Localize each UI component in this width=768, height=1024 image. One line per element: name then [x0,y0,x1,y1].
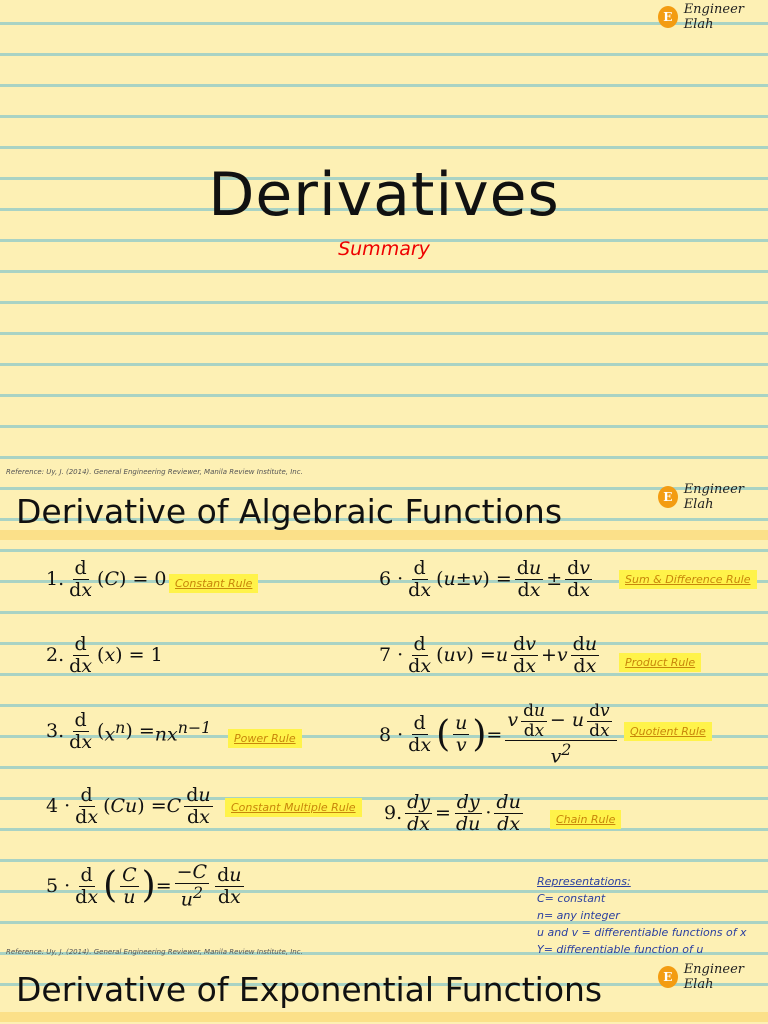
formula-4: 4 · $\frac{d}{dx}$ ( Cu ) = C $\frac{du}{dx}$ [46,784,211,828]
rule-tag-constant: Constant Rule [169,574,258,593]
formula-9: 9. $\frac{dy}{dx}$ = $\frac{dy}{du}$ · $\frac{du}{dx}$ [384,791,521,835]
brand-logo-section2 [658,962,768,992]
brand-name: Engineer Elah [683,2,745,32]
representations-heading: Representations: [537,875,631,888]
formula-3: 3. $\frac{d}{dx}$ ( $x^n$ ) = $nx^{n-1}$ [46,709,212,753]
formula-7: 7 · $\frac{d}{dx}$ ( uv ) = u $\frac{dv}{dx}$ + v $\frac{du}{dx}$ [379,633,598,677]
brand-avatar-icon: E [658,6,678,28]
representation-line: C= constant [537,892,606,905]
representations-note [537,873,747,958]
rule-tag-constant-multiple: Constant Multiple Rule [225,798,362,817]
rule-tag-quotient: Quotient Rule [624,722,712,741]
representation-line: Y= differentiable function of u [537,943,704,956]
page-title: Derivatives [208,160,560,230]
formula-1: 1. $\frac{d}{dx}$ ( C ) = 0 [46,557,167,601]
section-title-exponential: Derivative of Exponential Functions [16,970,603,1009]
formula-8: 8 · $\frac{d}{dx}$ ( $\frac{u}{v}$ ) = v $\frac{du}{dx}$ − u $\frac{dv}{dx}$ $v^2$ [379,702,620,768]
formula-5: 5 · $\frac{d}{dx}$ ( $\frac{C}{u}$ ) = $\frac{-C}{u^2}$ $\frac{du}{dx}$ [46,861,242,911]
formula-6: 6 · $\frac{d}{dx}$ ( u ± v ) = $\frac{du}{dx}$ ± $\frac{dv}{dx}$ [379,557,591,601]
representation-line: n= any integer [537,909,620,922]
representation-line: u and v = differentiable functions of x [537,926,747,939]
reference-note: Reference: Uy, J. (2014). General Engineering Reviewer, Manila Review Institute, Inc. [6,948,303,956]
reference-note: Reference: Uy, J. (2014). General Engineering Reviewer, Manila Review Institute, Inc. [6,468,303,476]
section-title-algebraic: Derivative of Algebraic Functions [16,492,563,531]
brand-name: Engineer Elah [683,482,745,512]
page-subtitle: Summary [338,238,430,260]
formula-2: 2. $\frac{d}{dx}$ ( x ) = 1 [46,633,163,677]
brand-name: Engineer Elah [683,962,745,992]
brand-avatar-icon: E [658,486,678,508]
rule-tag-power: Power Rule [228,729,302,748]
brand-avatar-icon: E [658,966,678,988]
title-band [0,530,768,540]
brand-logo-top [658,2,768,32]
rule-tag-product: Product Rule [619,653,701,672]
rule-tag-sum-difference: Sum & Difference Rule [619,570,757,589]
title-band [0,1012,768,1022]
rule-tag-chain: Chain Rule [550,810,621,829]
brand-logo-section1 [658,482,768,512]
